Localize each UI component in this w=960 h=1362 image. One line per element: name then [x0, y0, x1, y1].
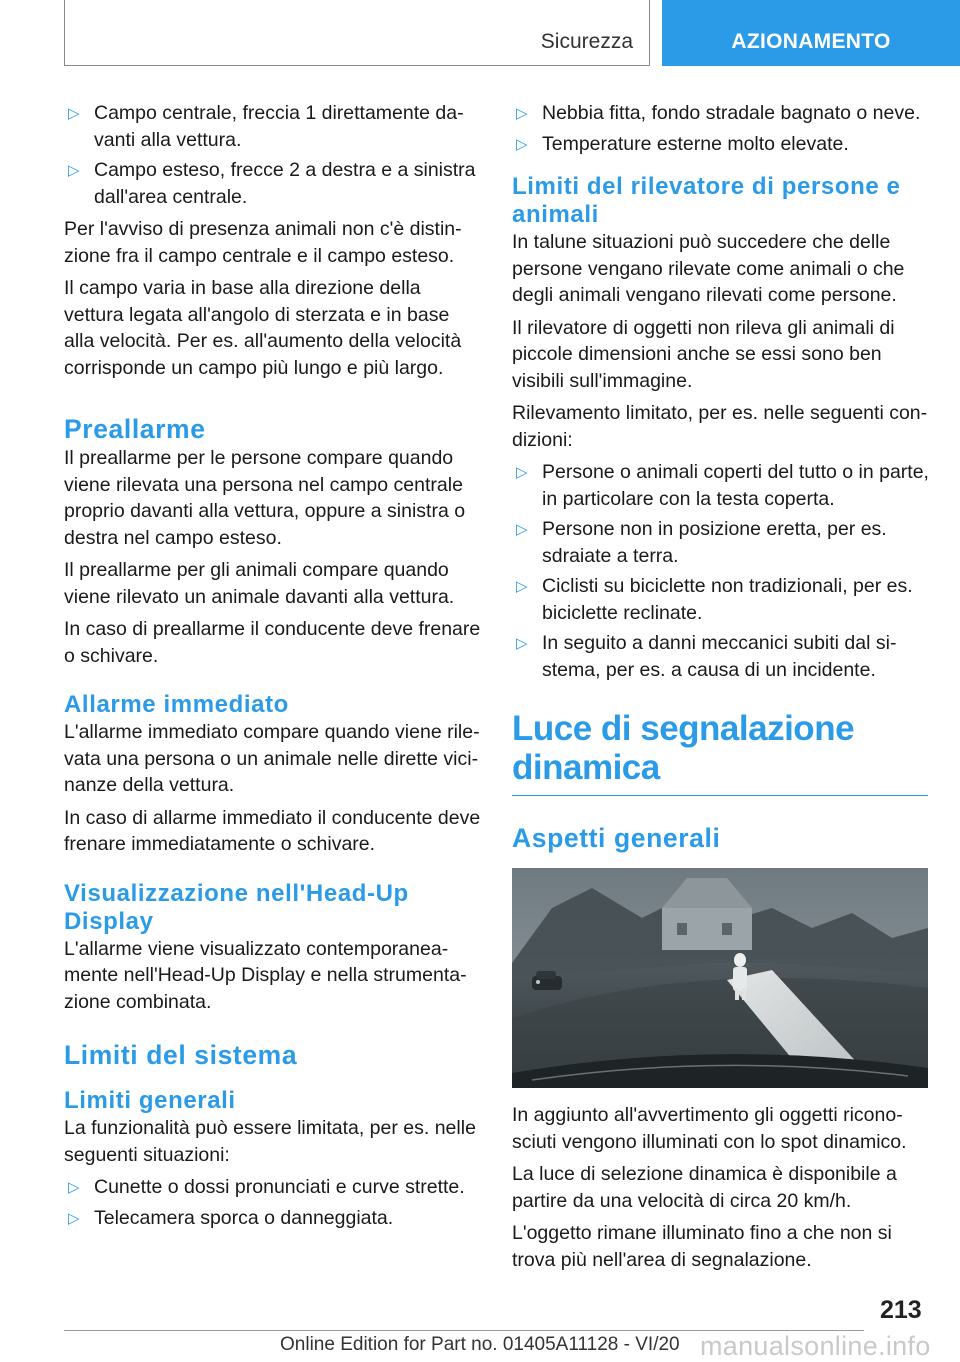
heading-allarme-immediato: Allarme immediato	[64, 691, 289, 718]
triangle-right-icon: ▷	[516, 578, 528, 595]
triangle-right-icon: ▷	[516, 635, 528, 652]
page-number: 213	[880, 1296, 922, 1324]
section-tab	[64, 0, 650, 66]
paragraph: Il rilevatore di oggetti non rileva gli animali di piccole dimensioni anche se essi sono ben visibili sull'immagine.	[512, 316, 895, 392]
bullet-list	[512, 100, 930, 157]
page-header	[0, 0, 960, 66]
list-item: ▷ Temperature esterne molto elevate.	[512, 131, 930, 158]
heading-limiti-generali: Limiti generali	[64, 1087, 236, 1114]
list-item: ▷ Campo esteso, frecce 2 a destra e a sinistra dall'area centrale.	[68, 159, 476, 208]
triangle-right-icon: ▷	[516, 464, 528, 481]
paragraph: Rilevamento limitato, per es. nelle seguenti condizioni:	[512, 402, 928, 451]
right-column	[512, 100, 930, 1279]
chapter-title: Luce di segnalazione dinamica	[512, 709, 855, 787]
paragraph: In caso di preallarme il conducente deve frenare o schivare.	[64, 618, 481, 667]
triangle-right-icon: ▷	[68, 162, 80, 179]
paragraph: Il campo varia in base alla direzione della vettura legata all'angolo di sterzata e in base alla velocità. Per es. all'aumento della velocità corrisponde un campo più lungo e più largo.	[64, 277, 462, 379]
paragraph: L'allarme viene visualizzato contemporaneamente nell'Head-Up Display e nella strumentazione combinata.	[64, 937, 467, 1013]
chapter-tab: AZIONAMENTO	[662, 0, 960, 66]
paragraph: La funzionalità può essere limitata, per es. nelle seguenti situazioni:	[64, 1117, 476, 1166]
list-item: ▷ Cunette o dossi pronunciati e curve strette.	[64, 1174, 482, 1201]
list-item: ▷ Telecamera sporca o danneggiata.	[64, 1205, 482, 1232]
left-column	[64, 100, 482, 1235]
list-item: ▷ In seguito a danni meccanici subiti dal sistema, per es. a causa di un incidente.	[516, 632, 897, 681]
paragraph: Il preallarme per gli animali compare quando viene rilevato un animale davanti alla vettura.	[64, 559, 455, 608]
list-item: ▷ Nebbia fitta, fondo stradale bagnato o neve.	[512, 100, 930, 127]
edition-text: Online Edition for Part no. 01405A11128 - VI/20	[280, 1334, 680, 1355]
triangle-right-icon: ▷	[516, 135, 528, 153]
watermark: manualsonline.info	[700, 1331, 931, 1361]
list-item: ▷ Persone o animali coperti del tutto o in parte, in particolare con la testa coperta.	[516, 461, 929, 510]
paragraph: Il preallarme per le persone compare quando viene rilevata una persona nel campo centrale proprio davanti alla vettura, oppure a sinistra o destra nel campo esteso.	[64, 447, 466, 549]
paragraph: L'allarme immediato compare quando viene rilevata una persona o un animale nelle dirette vicinanze della vettura.	[64, 721, 480, 796]
bullet-list	[512, 459, 930, 683]
paragraph: In aggiunto all'avvertimento gli oggetti riconosciuti vengono illuminati con lo spot dinamico.	[512, 1104, 907, 1153]
list-item: ▷ Campo centrale, freccia 1 direttamente davanti alla vettura.	[68, 102, 464, 151]
chapter-divider	[512, 795, 928, 796]
paragraph: In caso di allarme immediato il conducente deve frenare immediatamente o schivare.	[64, 806, 481, 855]
paragraph: La luce di selezione dinamica è disponibile a partire da una velocità di circa 20 km/h.	[512, 1163, 897, 1212]
paragraph: L'oggetto rimane illuminato fino a che non si trova più nell'area di segnalazione.	[512, 1222, 892, 1271]
heading-limiti-rilevatore: Limiti del rilevatore di persone e animali	[512, 173, 901, 228]
heading-limiti-sistema: Limiti del sistema	[64, 1040, 298, 1070]
heading-head-up-display: Visualizzazione nell'Head-Up Display	[64, 879, 409, 935]
triangle-right-icon: ▷	[68, 105, 80, 122]
paragraph: In talune situazioni può succedere che delle persone vengano rilevate come animali o che degli animali vengano rilevati come persone.	[512, 231, 905, 306]
triangle-right-icon: ▷	[516, 521, 528, 538]
bullet-list	[64, 100, 482, 210]
list-item: ▷ Persone non in posizione eretta, per es. sdraiate a terra.	[516, 518, 887, 567]
heading-aspetti-generali: Aspetti generali	[512, 823, 721, 853]
paragraph: Per l'avviso di presenza animali non c'è distinzione fra il campo centrale e il campo esteso.	[64, 218, 462, 267]
triangle-right-icon: ▷	[68, 1179, 80, 1196]
night-road-illustration	[512, 868, 928, 1088]
section-label: Sicurezza	[540, 30, 633, 53]
bullet-list	[64, 1174, 482, 1231]
list-item: ▷ Ciclisti su biciclette non tradizionali, per es. biciclette reclinate.	[516, 575, 913, 624]
heading-preallarme: Preallarme	[64, 414, 206, 444]
triangle-right-icon: ▷	[516, 105, 528, 122]
triangle-right-icon: ▷	[68, 1209, 80, 1227]
